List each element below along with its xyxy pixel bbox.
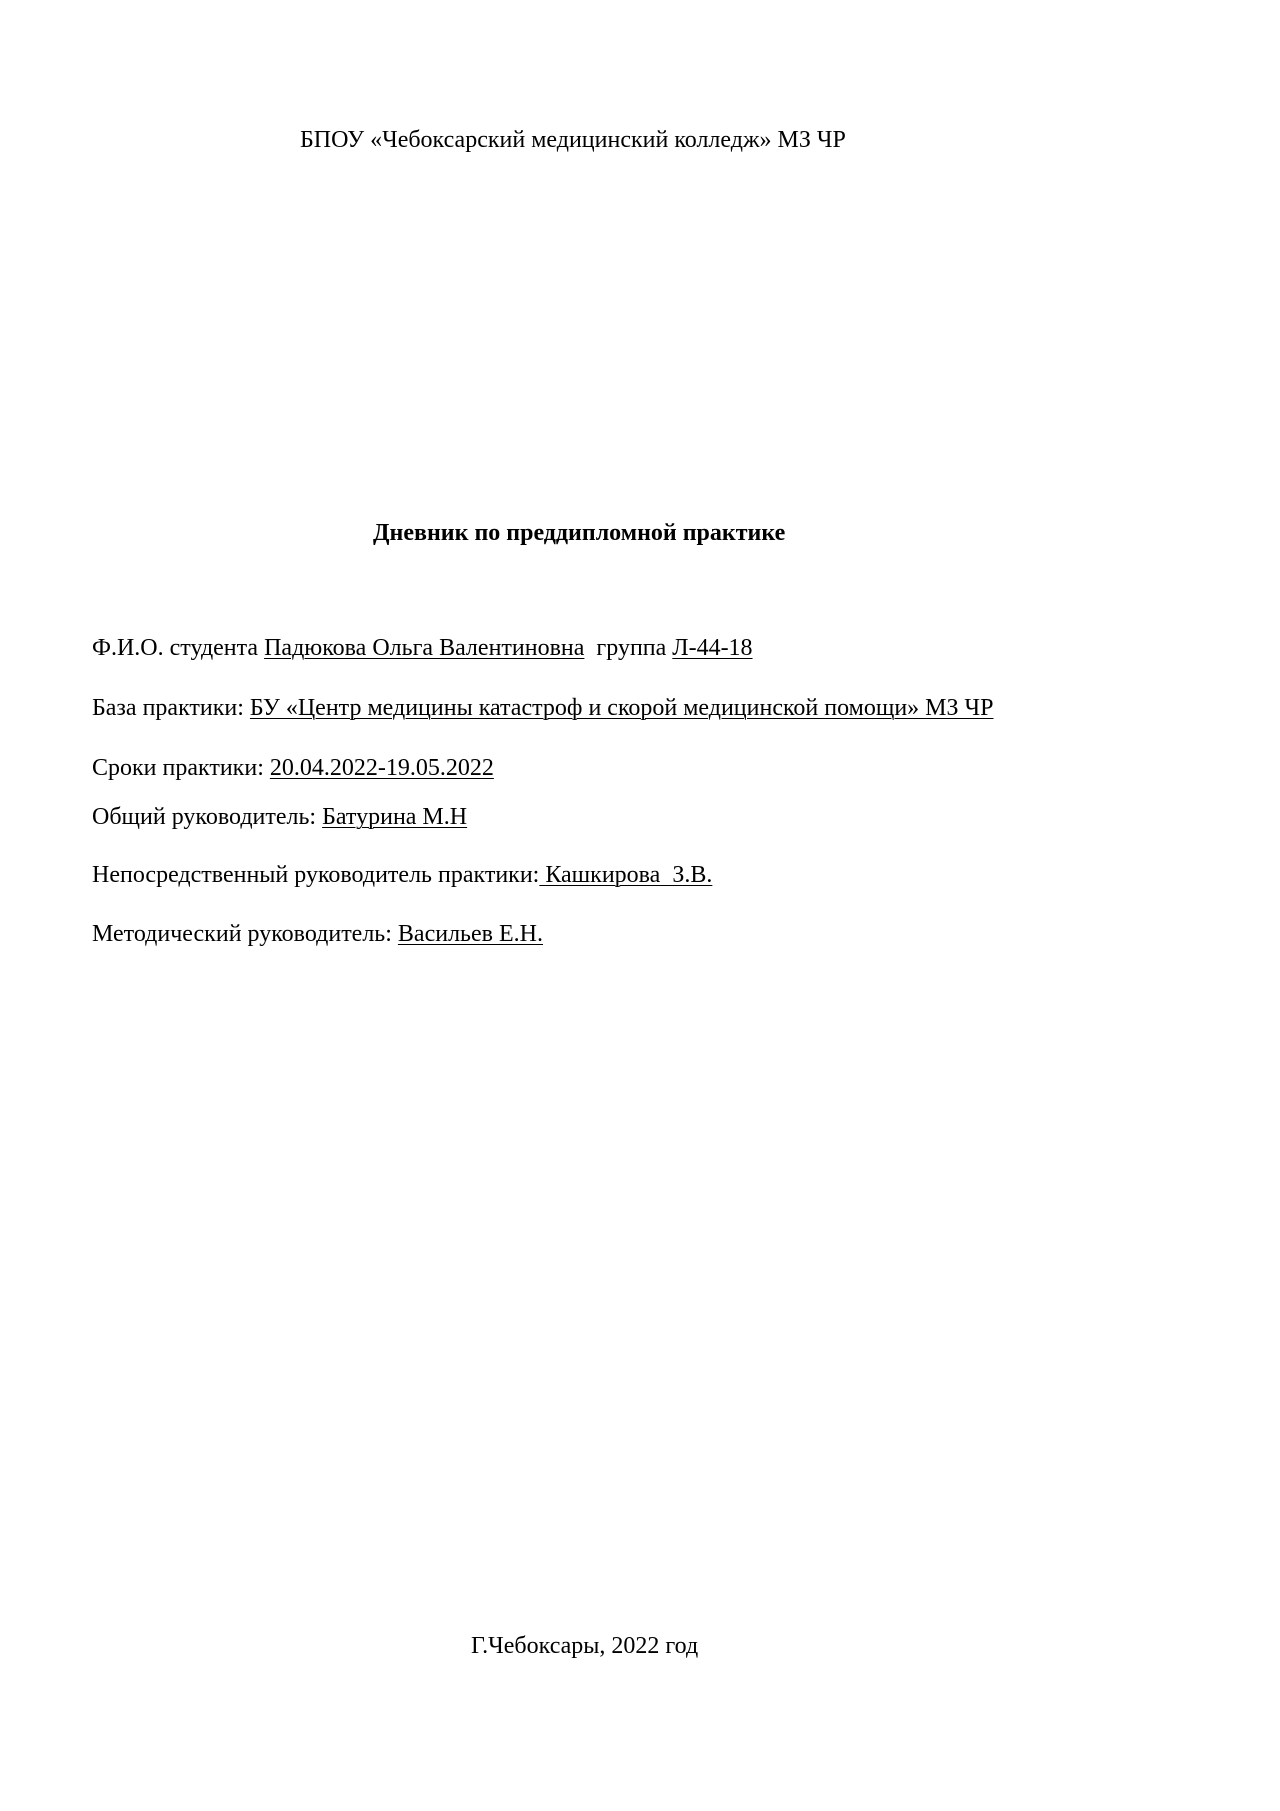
direct-supervisor-field: [92, 861, 712, 889]
practice-base-label: База практики:: [92, 695, 250, 721]
place-year-footer: Г.Чебоксары, 2022 год: [471, 1633, 699, 1659]
practice-base-value: БУ «Центр медицины катастроф и скорой медицинской помощи» МЗ ЧР: [249, 695, 994, 721]
methodical-supervisor-field: [92, 920, 543, 948]
student-label: Ф.И.О. студента: [92, 635, 265, 661]
group-label: группа: [584, 635, 673, 661]
group-value: Л-44-18: [672, 635, 753, 661]
methodical-supervisor-label: Методический руководитель:: [92, 921, 398, 947]
document-title: Дневник по преддипломной практике: [373, 520, 786, 546]
institution-header: БПОУ «Чебоксарский медицинский колледж» МЗ ЧР: [300, 127, 846, 153]
practice-base-field: [92, 694, 993, 722]
methodical-supervisor-value: Васильев Е.Н.: [397, 921, 543, 947]
practice-dates-field: [92, 754, 494, 782]
practice-dates-label: Сроки практики:: [92, 755, 270, 781]
general-supervisor-label: Общий руководитель:: [92, 804, 323, 830]
student-field: [92, 634, 753, 662]
direct-supervisor-label: Непосредственный руководитель практики:: [92, 862, 540, 888]
direct-supervisor-value: Кашкирова З.В.: [539, 862, 713, 888]
general-supervisor-value: Батурина М.Н: [322, 804, 468, 830]
practice-dates-value: 20.04.2022-19.05.2022: [269, 755, 494, 781]
general-supervisor-field: [92, 803, 467, 831]
student-name: Падюкова Ольга Валентиновна: [264, 635, 585, 661]
